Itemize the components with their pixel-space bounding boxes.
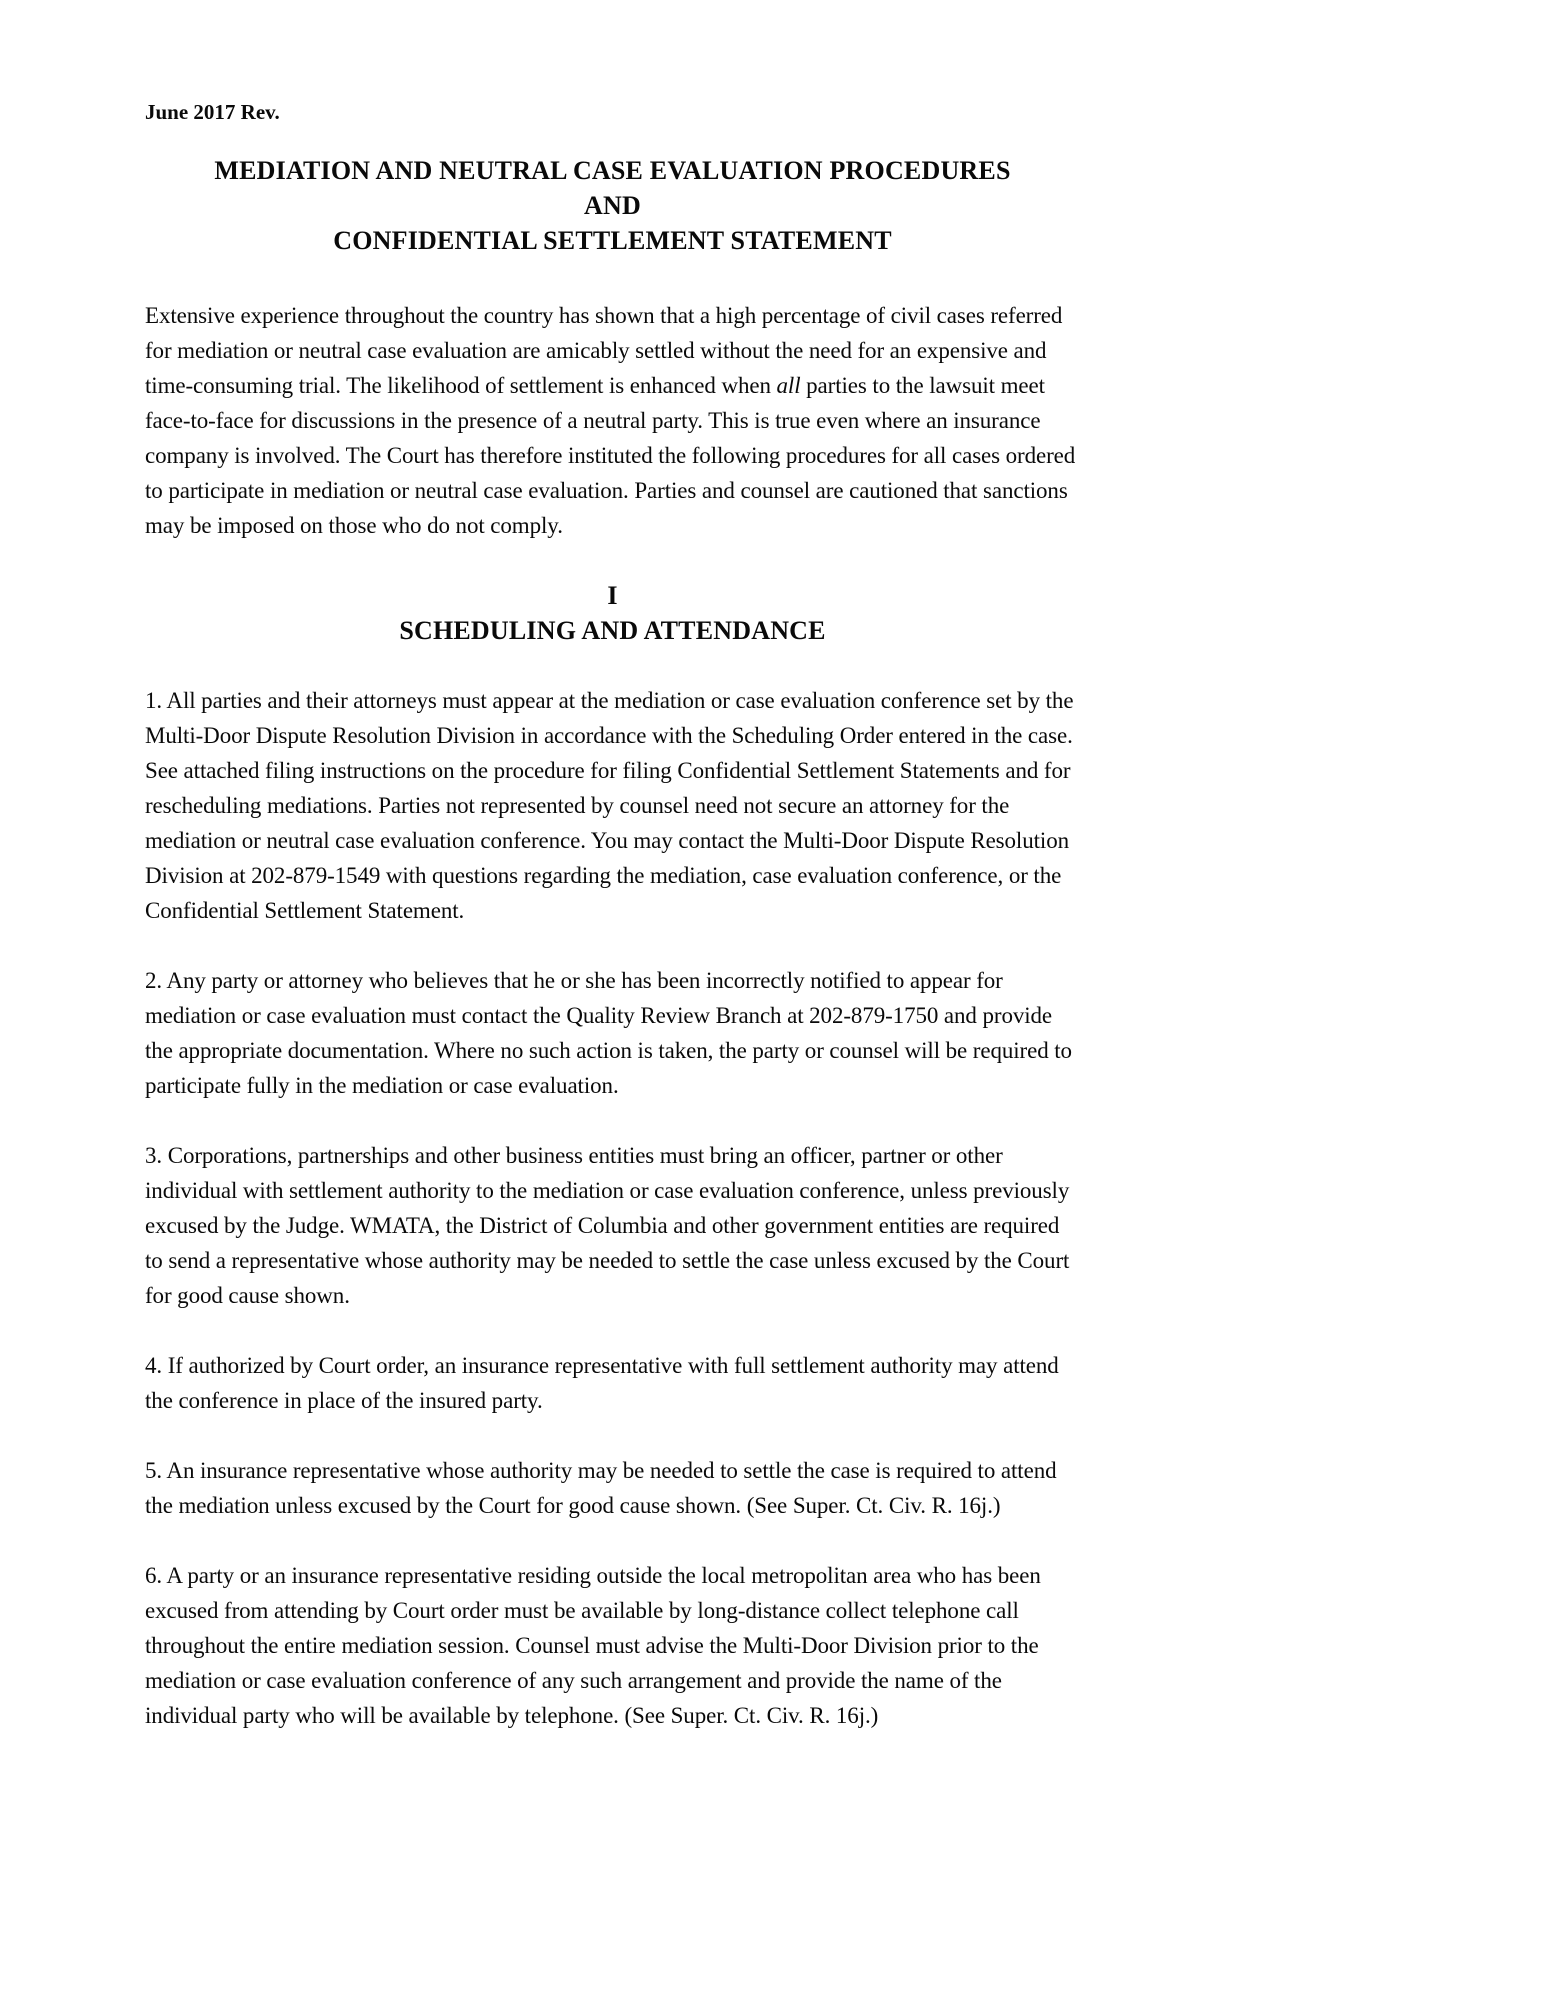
- title-line-1: MEDIATION AND NEUTRAL CASE EVALUATION PROCEDURES: [214, 156, 1011, 185]
- title-line-3: CONFIDENTIAL SETTLEMENT STATEMENT: [333, 226, 892, 255]
- paragraph-6: 6. A party or an insurance representative residing outside the local metropolitan area who has been excused from attending by Court order must be available by long-distance collect telephone call throughout the entire mediation session. Counsel must advise the Multi-Door Division prior to the mediation or case evaluation conference of any such arrangement and provide the name of the individual party who will be available by telephone. (See Super. Ct. Civ. R. 16j.): [145, 1563, 1041, 1728]
- revision-note: June 2017 Rev.: [145, 100, 280, 124]
- section-heading-block: [145, 578, 1080, 648]
- section-title: SCHEDULING AND ATTENDANCE: [399, 616, 826, 645]
- document-title: [145, 153, 1080, 258]
- paragraph-5: 5. An insurance representative whose authority may be needed to settle the case is required to attend the mediation unless excused by the Court for good cause shown. (See Super. Ct. Civ. R. 16j.): [145, 1458, 1057, 1518]
- intro-paragraph: [145, 298, 1080, 543]
- document-content: [145, 100, 1080, 1733]
- paragraph-3: 3. Corporations, partnerships and other business entities must bring an officer, partner or other individual with settlement authority to the mediation or case evaluation conference, unless previously excused by the Judge. WMATA, the District of Columbia and other government entities are required to send a representative whose authority may be needed to settle the case unless excused by the Court for good cause shown.: [145, 1143, 1070, 1308]
- intro-italic-word: all: [776, 373, 801, 398]
- title-line-2: AND: [584, 191, 641, 220]
- paragraph-1: 1. All parties and their attorneys must appear at the mediation or case evaluation conference set by the Multi-Door Dispute Resolution Division in accordance with the Scheduling Order entered in the case. See attached filing instructions on the procedure for filing Confidential Settlement Statements and for rescheduling mediations. Parties not represented by counsel need not secure an attorney for the mediation or neutral case evaluation conference. You may contact the Multi-Door Dispute Resolution Division at 202-879-1549 with questions regarding the mediation, case evaluation conference, or the Confidential Settlement Statement.: [145, 688, 1074, 923]
- intro-text-before-italic: Extensive experience throughout the country has shown that a high percentage of civil cases referred for mediation or neutral case evaluation are amicably settled without the need for an expensive and time-consuming trial. The likelihood of settlement is enhanced when: [145, 303, 1063, 398]
- paragraph-4: 4. If authorized by Court order, an insurance representative with full settlement authority may attend the conference in place of the insured party.: [145, 1353, 1059, 1413]
- section-numeral: I: [607, 581, 618, 610]
- intro-text-after-italic: parties to the lawsuit meet face-to-face for discussions in the presence of a neutral party. This is true even where an insurance company is involved. The Court has therefore instituted the following procedures for all cases ordered to participate in mediation or neutral case evaluation. Parties and counsel are cautioned that sanctions may be imposed on those who do not comply.: [145, 373, 1076, 538]
- paragraph-2: 2. Any party or attorney who believes that he or she has been incorrectly notified to appear for mediation or case evaluation must contact the Quality Review Branch at 202-879-1750 and provide the appropriate documentation. Where no such action is taken, the party or counsel will be required to participate fully in the mediation or case evaluation.: [145, 968, 1072, 1098]
